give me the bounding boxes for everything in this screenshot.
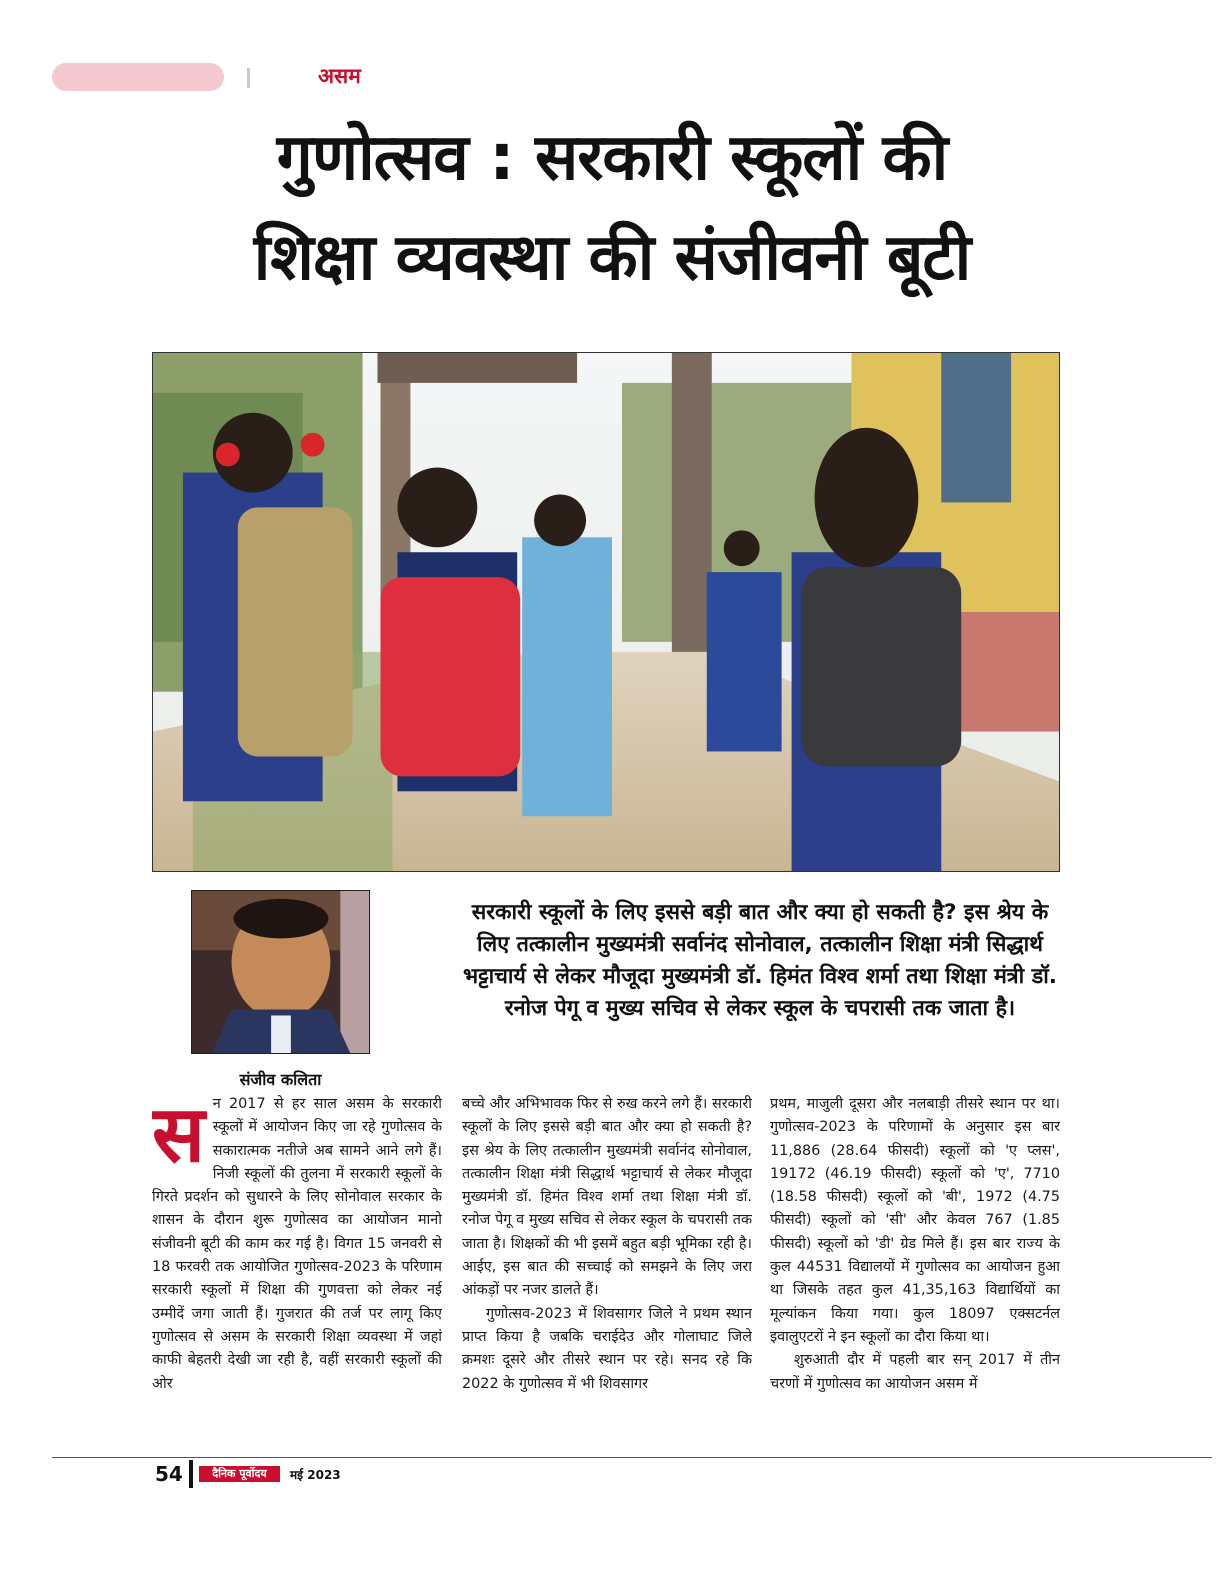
issue-date: मई 2023 (290, 1468, 341, 1482)
footer-rule (52, 1457, 1212, 1458)
footer-divider (189, 1460, 193, 1488)
headline-line-1: गुणोत्सव : सरकारी स्कूलों की (276, 121, 948, 195)
headline-line-2: शिक्षा व्यवस्था की संजीवनी बूटी (253, 221, 971, 295)
section-label: असम (318, 64, 361, 88)
article-column-2 (462, 1093, 752, 1445)
article-paragraph: गुणोत्सव-2023 में शिवसागर जिले ने प्रथम स्थान प्राप्त किया है जबकि चराईदेउ और गोलाघाट जिले क्रमशः दूसरे और तीसरे स्थान पर रहे। सनद रहे कि 2022 के गुणोत्सव में भी शिवसागर (462, 1305, 752, 1392)
author-photo (191, 890, 370, 1054)
article-column-3 (770, 1093, 1060, 1445)
article-paragraph: बच्चे और अभिभावक फिर से रुख करने लगे हैं। सरकारी स्कूलों के लिए इससे बड़ी बात और क्या हो सकती है? इस श्रेय के लिए तत्कालीन मुख्यमंत्री सर्वानंद सोनोवाल, तत्कालीन शिक्षा मंत्री सिद्धार्थ भट्टाचार्य से लेकर मौजूदा मुख्यमंत्री डॉ. हिमंत विश्व शर्मा तथा शिक्षा मंत्री डॉ. रनोज पेगू व मुख्य सचिव से लेकर स्कूल के चपरासी तक जाता है। शिक्षकों की भी इसमें बहुत बड़ी भूमिका रही है। आईए, इस बात की सच्चाई को समझने के लिए जरा आंकड़ों पर नजर डालते हैं। (462, 1096, 752, 1299)
article-column-1 (152, 1093, 442, 1445)
main-photo (152, 352, 1060, 872)
drop-cap: स (152, 1093, 205, 1180)
headline (120, 108, 1104, 308)
page-number: 54 (155, 1462, 183, 1486)
article-paragraph: प्रथम, माजुली दूसरा और नलबाड़ी तीसरे स्थान पर था। गुणोत्सव-2023 के परिणामों के अनुसार इस बार 11,886 (28.64 फीसदी) स्कूलों को 'ए प्लस', 19172 (46.19 फीसदी) स्कूलों को 'ए', 7710 (18.58 फीसदी) स्कूलों को 'बी', 1972 (4.75 फीसदी) स्कूलों को 'सी' और केवल 767 (1.85 फीसदी) स्कूलों को 'डी' ग्रेड मिले हैं। इस बार राज्य के कुल 44531 विद्यालयों में गुणोत्सव का आयोजन हुआ था जिसके तहत कुल 41,35,163 विद्यार्थियों का मूल्यांकन किया गया। कुल 18097 एक्सटर्नल इवालुएटरों ने इन स्कूलों का दौरा किया था। (770, 1096, 1060, 1345)
article-paragraph: शुरुआती दौर में पहली बार सन् 2017 में तीन चरणों में गुणोत्सव का आयोजन असम में (770, 1352, 1060, 1392)
article-paragraph: न 2017 से हर साल असम के सरकारी स्कूलों में आयोजन किए जा रहे गुणोत्सव के सकारात्मक नतीजे अब सामने आने लगे हैं। निजी स्कूलों की तुलना में सरकारी स्कूलों के गिरते प्रदर्शन को सुधारने के लिए सोनोवाल सरकार के शासन के दौरान शुरू गुणोत्सव का आयोजन मानो संजीवनी बूटी की काम कर गई है। विगत 15 जनवरी से 18 फरवरी तक आयोजित गुणोत्सव-2023 के परिणाम सरकारी स्कूलों में शिक्षा की गुणवत्ता को लेकर नई उम्मीदें जगा जाती हैं। गुजरात की तर्ज पर लागू किए गुणोत्सव से असम के सरकारी शिक्षा व्यवस्था में जहां काफी बेहतरी देखी जा रही है, वहीं सरकारी स्कूलों की ओर (152, 1096, 442, 1392)
author-name: संजीव कलिता (239, 1070, 322, 1089)
magazine-logo: दैनिक पूर्वोदय (199, 1466, 280, 1482)
section-pill (52, 63, 224, 91)
section-divider (247, 68, 250, 88)
pull-quote: सरकारी स्कूलों के लिए इससे बड़ी बात और क्या हो सकती है? इस श्रेय के लिए तत्कालीन मुख्यमंत्री सर्वानंद सोनोवाल, तत्कालीन शिक्षा मंत्री सिद्धार्थ भट्टाचार्य से लेकर मौजूदा मुख्यमंत्री डॉ. हिमंत विश्व शर्मा तथा शिक्षा मंत्री डॉ. रनोज पेगू व मुख्य सचिव से लेकर स्कूल के चपरासी तक जाता है। (463, 900, 1057, 1021)
